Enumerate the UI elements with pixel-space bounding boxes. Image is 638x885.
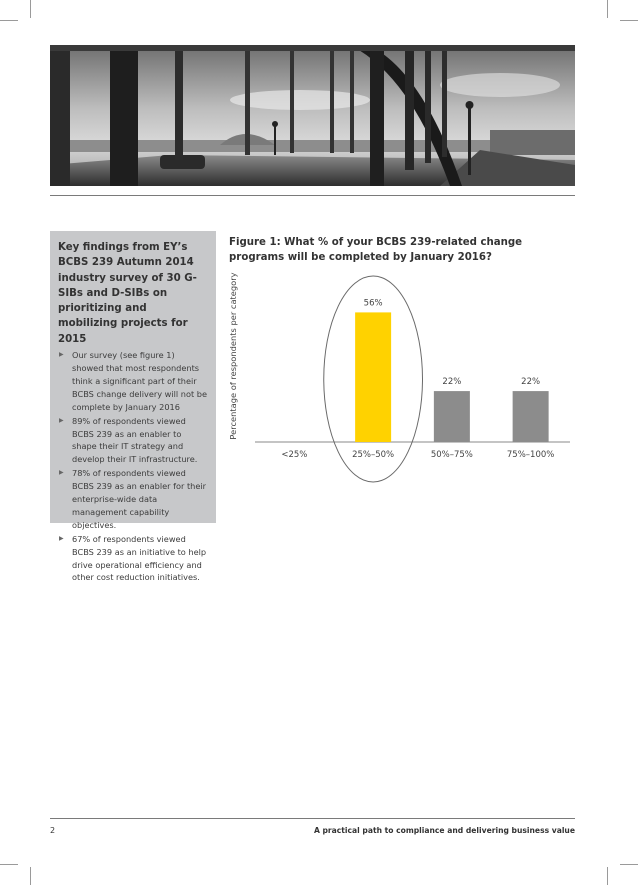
list-item [58,467,208,532]
list-item [58,349,208,414]
data-label: 56% [363,298,383,309]
list-item-text: Our survey (see figure 1) showed that most respondents think a significant part of their BCBS change delivery will not be complete by January 2016 [72,350,208,412]
list-item-text: 78% of respondents viewed BCBS 239 as an enabler for their enterprise-wide data management capability objectives. [72,468,207,530]
crop-mark [620,864,638,865]
header-photo [50,45,575,186]
x-tick-label: 75%–100% [506,450,555,460]
key-findings-list [58,349,208,584]
key-findings-box [50,231,216,583]
crop-mark [620,20,638,21]
list-item [58,533,208,585]
bottom-rule [50,818,575,819]
list-item [58,415,208,467]
footer-text: A practical path to compliance and delivering business value [313,826,575,835]
x-tick-label: 50%–75% [430,450,473,460]
crop-mark [0,20,18,21]
triangle-bullet-icon: ▶ [59,469,64,477]
data-label: 22% [521,377,541,388]
y-axis-label: Percentage of respondents per category [228,272,238,440]
crop-mark [607,867,608,885]
bar [434,391,470,442]
bar-chart-svg [225,270,575,485]
crop-mark [30,0,31,18]
triangle-bullet-icon: ▶ [59,351,64,359]
list-item-text: 67% of respondents viewed BCBS 239 as an initiative to help drive operational efficiency and other cost reduction initiatives. [72,533,207,583]
page-number: 2 [50,826,56,835]
triangle-bullet-icon: ▶ [59,534,64,542]
key-findings-title: Key findings from EY’s BCBS 239 Autumn 2014 industry survey of 30 G-SIBs and D-SIBs on prioritizing and mobilizing projects for 2015 [58,242,197,345]
triangle-bullet-icon: ▶ [59,416,64,424]
bar [355,312,391,442]
bar-chart [225,270,575,485]
x-tick-label: <25% [281,450,308,460]
crop-mark [0,864,18,865]
bar [513,391,549,442]
crop-mark [607,0,608,18]
data-label: 22% [442,377,462,388]
list-item-text: 89% of respondents viewed BCBS 239 as an enabler to shape their IT strategy and develop their IT infrastructure. [72,415,198,465]
crop-mark [30,867,31,885]
top-rule [50,195,575,196]
bridge-photo-icon [50,45,575,186]
x-tick-label: 25%–50% [352,450,395,460]
figure-title: Figure 1: What % of your BCBS 239-related change programs will be completed by January 2016? [229,237,523,264]
